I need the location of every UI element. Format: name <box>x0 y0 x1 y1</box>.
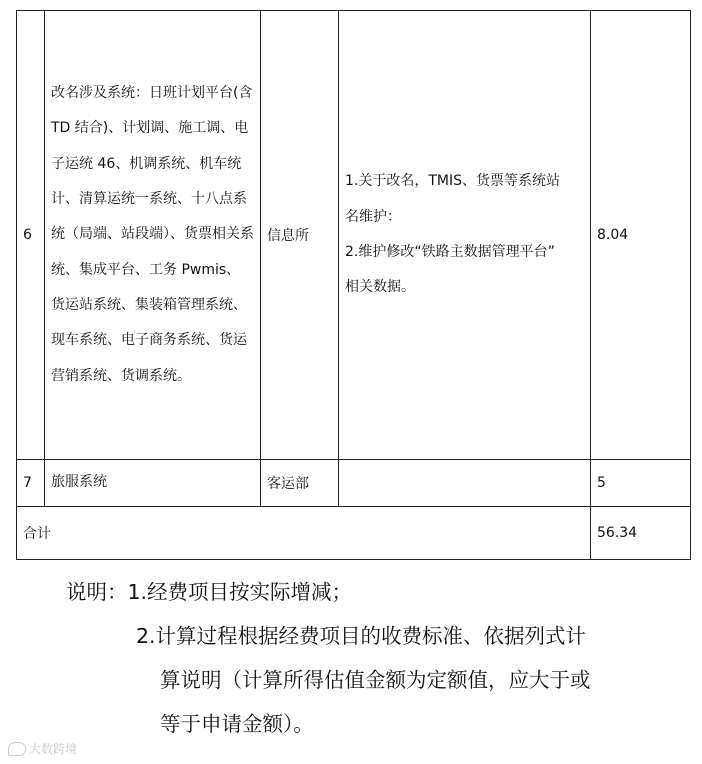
amount-cell: 5 <box>591 460 691 507</box>
content-cell <box>339 11 591 460</box>
amount-cell: 8.04 <box>591 11 691 460</box>
total-amount: 56.34 <box>591 507 691 560</box>
department-cell: 信息所 <box>261 11 339 460</box>
total-row <box>17 507 691 560</box>
system-name-cell: 旅服系统 <box>45 460 261 507</box>
content-cell <box>339 460 591 507</box>
note-line-3: 算说明（计算所得估值金额为定额值，应大于或 <box>160 668 591 692</box>
table-row <box>17 460 691 507</box>
content-line: 名维护： <box>345 208 401 225</box>
note-line-4: 等于申请金额）。 <box>160 712 314 736</box>
table-row <box>17 11 691 460</box>
content-line: 相关数据。 <box>345 279 415 296</box>
row-number-cell: 7 <box>17 460 45 507</box>
department-cell: 客运部 <box>261 460 339 507</box>
content-text <box>345 164 584 305</box>
content-line: 2.维护修改“铁路主数据管理平台” <box>345 244 555 260</box>
watermark <box>8 740 77 757</box>
system-name-cell: 改名涉及系统：日班计划平台(含 TD 结合)、计划调、施工调、电子运统 46、机调系统、机车统计、清算运统一系统、十八点系统（局端、站段端）、货票相关系统、集成平台、工务 Pwmis、货运站系统、集装箱管理系统、现车系统、电子商务系统、货运营销系统、货调系统。 <box>45 11 261 460</box>
watermark-text: 大数跨境 <box>29 742 78 756</box>
note-line-2: 2.计算过程根据经费项目的收费标准、依据列式计 <box>136 624 587 648</box>
content-line: 1.关于改名，TMIS、货票等系统站 <box>345 173 561 190</box>
note-line-1: 说明：1.经费项目按实际增减； <box>66 580 353 604</box>
fee-table <box>16 10 691 560</box>
total-label: 合计 <box>17 507 591 560</box>
row-number-cell: 6 <box>17 11 45 460</box>
chat-bubble-icon <box>8 742 26 756</box>
